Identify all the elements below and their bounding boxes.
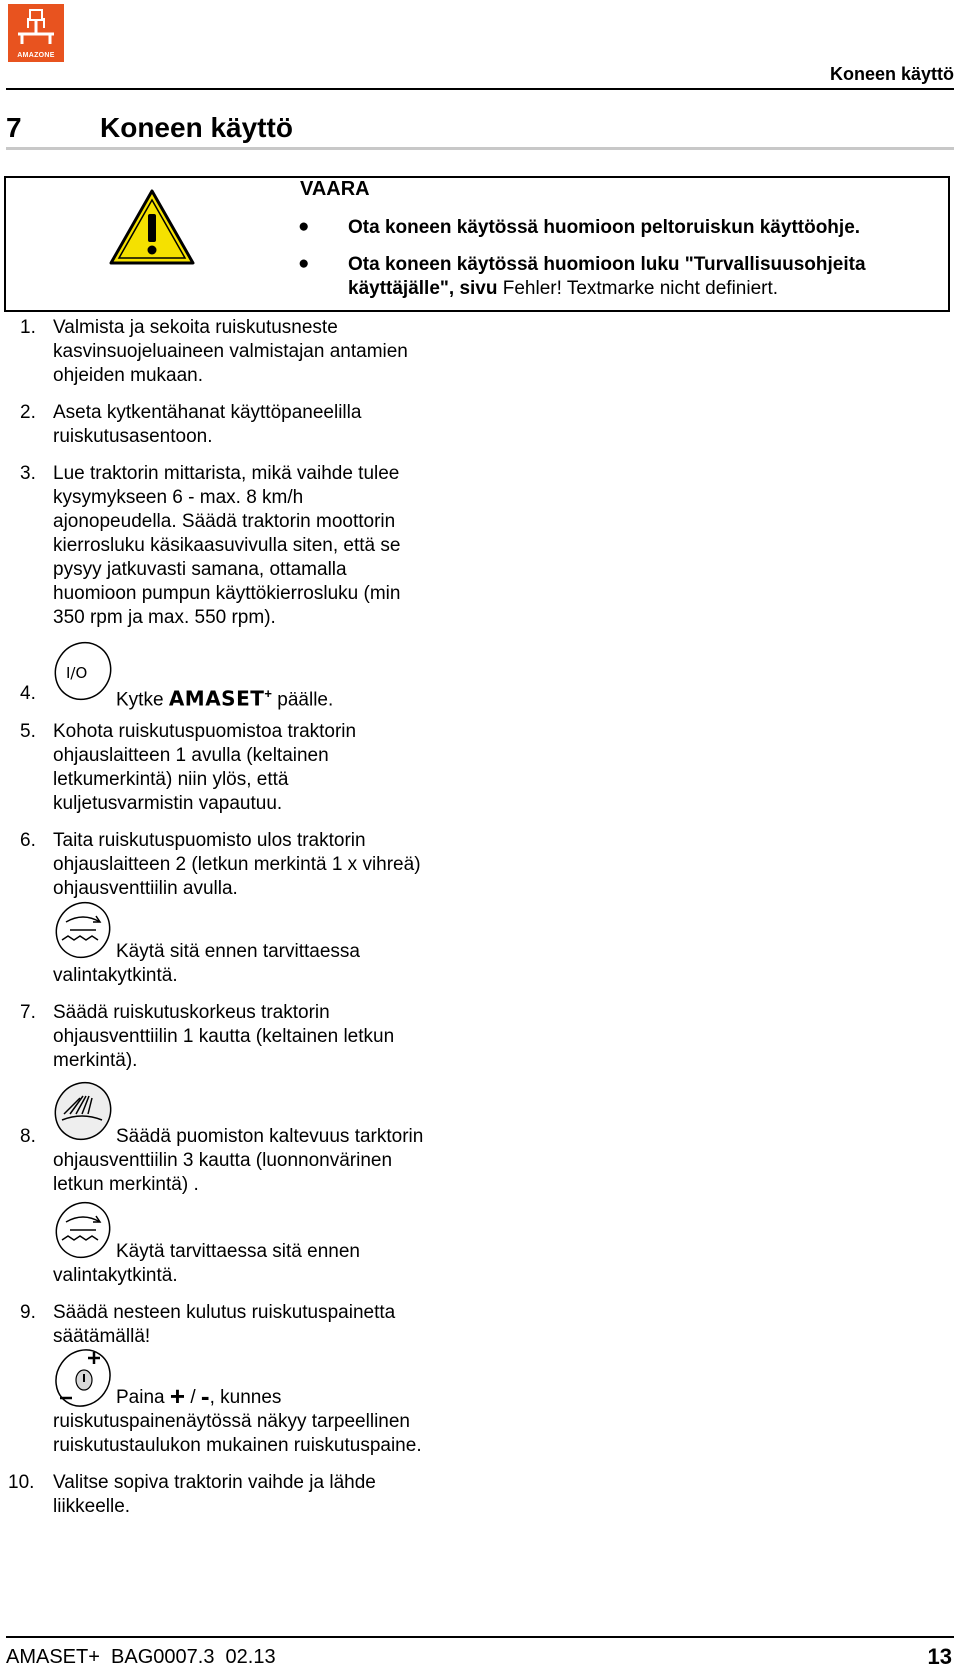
- press-suffix: , kunnes: [209, 1387, 282, 1408]
- step-3-line-7: 350 rpm ja max. 550 rpm).: [53, 607, 276, 628]
- step-4-number: 4.: [20, 683, 36, 704]
- title-divider: [6, 147, 954, 150]
- step-8-number: 8.: [20, 1126, 36, 1147]
- bullet-dot: ●: [298, 216, 310, 237]
- warning-bullet-1: Ota koneen käytössä huomioon peltoruiskun käyttöohje.: [348, 217, 861, 238]
- section-header: Koneen käyttö: [829, 64, 954, 84]
- on-off-button-icon: [52, 640, 114, 702]
- warning-triangle-icon: [108, 188, 196, 266]
- bullet-dot: ●: [298, 253, 310, 274]
- step-9-number: 9.: [20, 1302, 36, 1323]
- chapter-number: 7: [6, 112, 22, 143]
- step-3-line-2: kysymykseen 6 - max. 8 km/h: [53, 487, 304, 508]
- step-10-number: 10.: [8, 1472, 35, 1493]
- svg-text:I/O: I/O: [66, 664, 88, 682]
- selector-switch-icon: [52, 900, 114, 960]
- step-2-line-1: Aseta kytkentähanat käyttöpaneelilla: [53, 402, 362, 423]
- warning-bullet-2-regular: Fehler! Textmarke nicht definiert.: [497, 278, 779, 299]
- step-10-line-2: liikkeelle.: [53, 1496, 131, 1517]
- step-3-line-3: ajonopeudella. Säädä traktorin moottorin: [53, 511, 396, 532]
- step-7-number: 7.: [20, 1002, 36, 1023]
- step-4-prefix: Kytke: [116, 689, 164, 711]
- step-1-line-1: Valmista ja sekoita ruiskutusneste: [53, 317, 338, 338]
- chapter-title: Koneen käyttö: [100, 112, 293, 143]
- footer-divider: [6, 1636, 954, 1638]
- logo-emblem-icon: [8, 4, 64, 50]
- logo-text: AMAZONE: [17, 52, 55, 59]
- note-3-line-3: ruiskutustaulukon mukainen ruiskutuspaine.: [53, 1435, 422, 1456]
- step-3-line-4: kierrosluku käsikaasuvivulla siten, että se: [53, 535, 401, 556]
- step-10-line-1: Valitse sopiva traktorin vaihde ja lähde: [53, 1472, 376, 1493]
- amazone-logo: [8, 4, 64, 62]
- minus-symbol: -: [200, 1381, 210, 1411]
- amaset-brand: AMASET: [168, 686, 265, 711]
- step-6-line-3: ohjausventtiilin avulla.: [53, 878, 238, 899]
- note-2-line-1: Käytä tarvittaessa sitä ennen: [116, 1241, 360, 1262]
- press-prefix: Paina: [116, 1387, 165, 1408]
- note-2-line-2: valintakytkintä.: [53, 1265, 178, 1286]
- step-5-line-3: letkumerkintä) niin ylös, että: [53, 769, 289, 790]
- step-8-line-2: ohjausventtiilin 3 kautta (luonnonvärinen: [53, 1150, 393, 1171]
- amaset-brand-sup: +: [264, 686, 272, 701]
- step-8-line-3: letkun merkintä) .: [53, 1174, 199, 1195]
- step-5-line-1: Kohota ruiskutuspuomistoa traktorin: [53, 721, 357, 742]
- warning-heading: VAARA: [300, 178, 370, 200]
- warning-bullet-2: [348, 253, 938, 301]
- page-number: 13: [927, 1644, 952, 1669]
- plus-symbol: +: [169, 1381, 186, 1411]
- step-7-line-1: Säädä ruiskutuskorkeus traktorin: [53, 1002, 330, 1023]
- boom-tilt-icon: [52, 1080, 114, 1142]
- step-2-line-2: ruiskutusasentoon.: [53, 426, 213, 447]
- step-3-line-5: pysyy jatkuvasti samana, ottamalla: [53, 559, 347, 580]
- step-6-line-2: ohjauslaitteen 2 (letkun merkintä 1 x vihreä): [53, 854, 421, 875]
- selector-switch-icon: [52, 1200, 114, 1260]
- step-9-line-1: Säädä nesteen kulutus ruiskutuspainetta: [53, 1302, 396, 1323]
- header-divider: [6, 88, 954, 90]
- step-7-line-3: merkintä).: [53, 1050, 138, 1071]
- step-4-suffix: päälle.: [277, 689, 334, 711]
- note-3-line-2: ruiskutuspainenäytössä näkyy tarpeellinen: [53, 1411, 410, 1432]
- step-5-line-4: kuljetusvarmistin vapautuu.: [53, 793, 283, 814]
- note-1-line-2: valintakytkintä.: [53, 965, 178, 986]
- step-6-line-1: Taita ruiskutuspuomisto ulos traktorin: [53, 830, 366, 851]
- step-1-number: 1.: [20, 317, 36, 338]
- step-5-number: 5.: [20, 721, 36, 742]
- step-3-line-6: huomioon pumpun käyttökierrosluku (min: [53, 583, 401, 604]
- step-3-line-1: Lue traktorin mittarista, mikä vaihde tulee: [53, 463, 400, 484]
- step-8-line-1: Säädä puomiston kaltevuus tarktorin: [116, 1126, 424, 1147]
- slash-symbol: /: [190, 1387, 196, 1408]
- note-1-line-1: Käytä sitä ennen tarvittaessa: [116, 941, 360, 962]
- note-3-first-line: [116, 1381, 282, 1411]
- step-1-line-3: ohjeiden mukaan.: [53, 365, 203, 386]
- step-5-line-2: ohjauslaitteen 1 avulla (keltainen: [53, 745, 329, 766]
- step-6-number: 6.: [20, 830, 36, 851]
- step-7-line-2: ohjausventtiilin 1 kautta (keltainen letkun: [53, 1026, 395, 1047]
- step-1-line-2: kasvinsuojeluaineen valmistajan antamien: [53, 341, 408, 362]
- step-4-text: [116, 682, 333, 712]
- step-9-line-2: säätämällä!: [53, 1326, 151, 1347]
- warning-bullet-2-bold: Ota koneen käytössä huomioon luku "Turvallisuusohjeita käyttäjälle", sivu: [348, 254, 866, 299]
- pressure-plus-minus-icon: [52, 1346, 114, 1410]
- step-3-number: 3.: [20, 463, 36, 484]
- step-2-number: 2.: [20, 402, 36, 423]
- footer-document-id: AMASET+ BAG0007.3 02.13: [6, 1646, 276, 1668]
